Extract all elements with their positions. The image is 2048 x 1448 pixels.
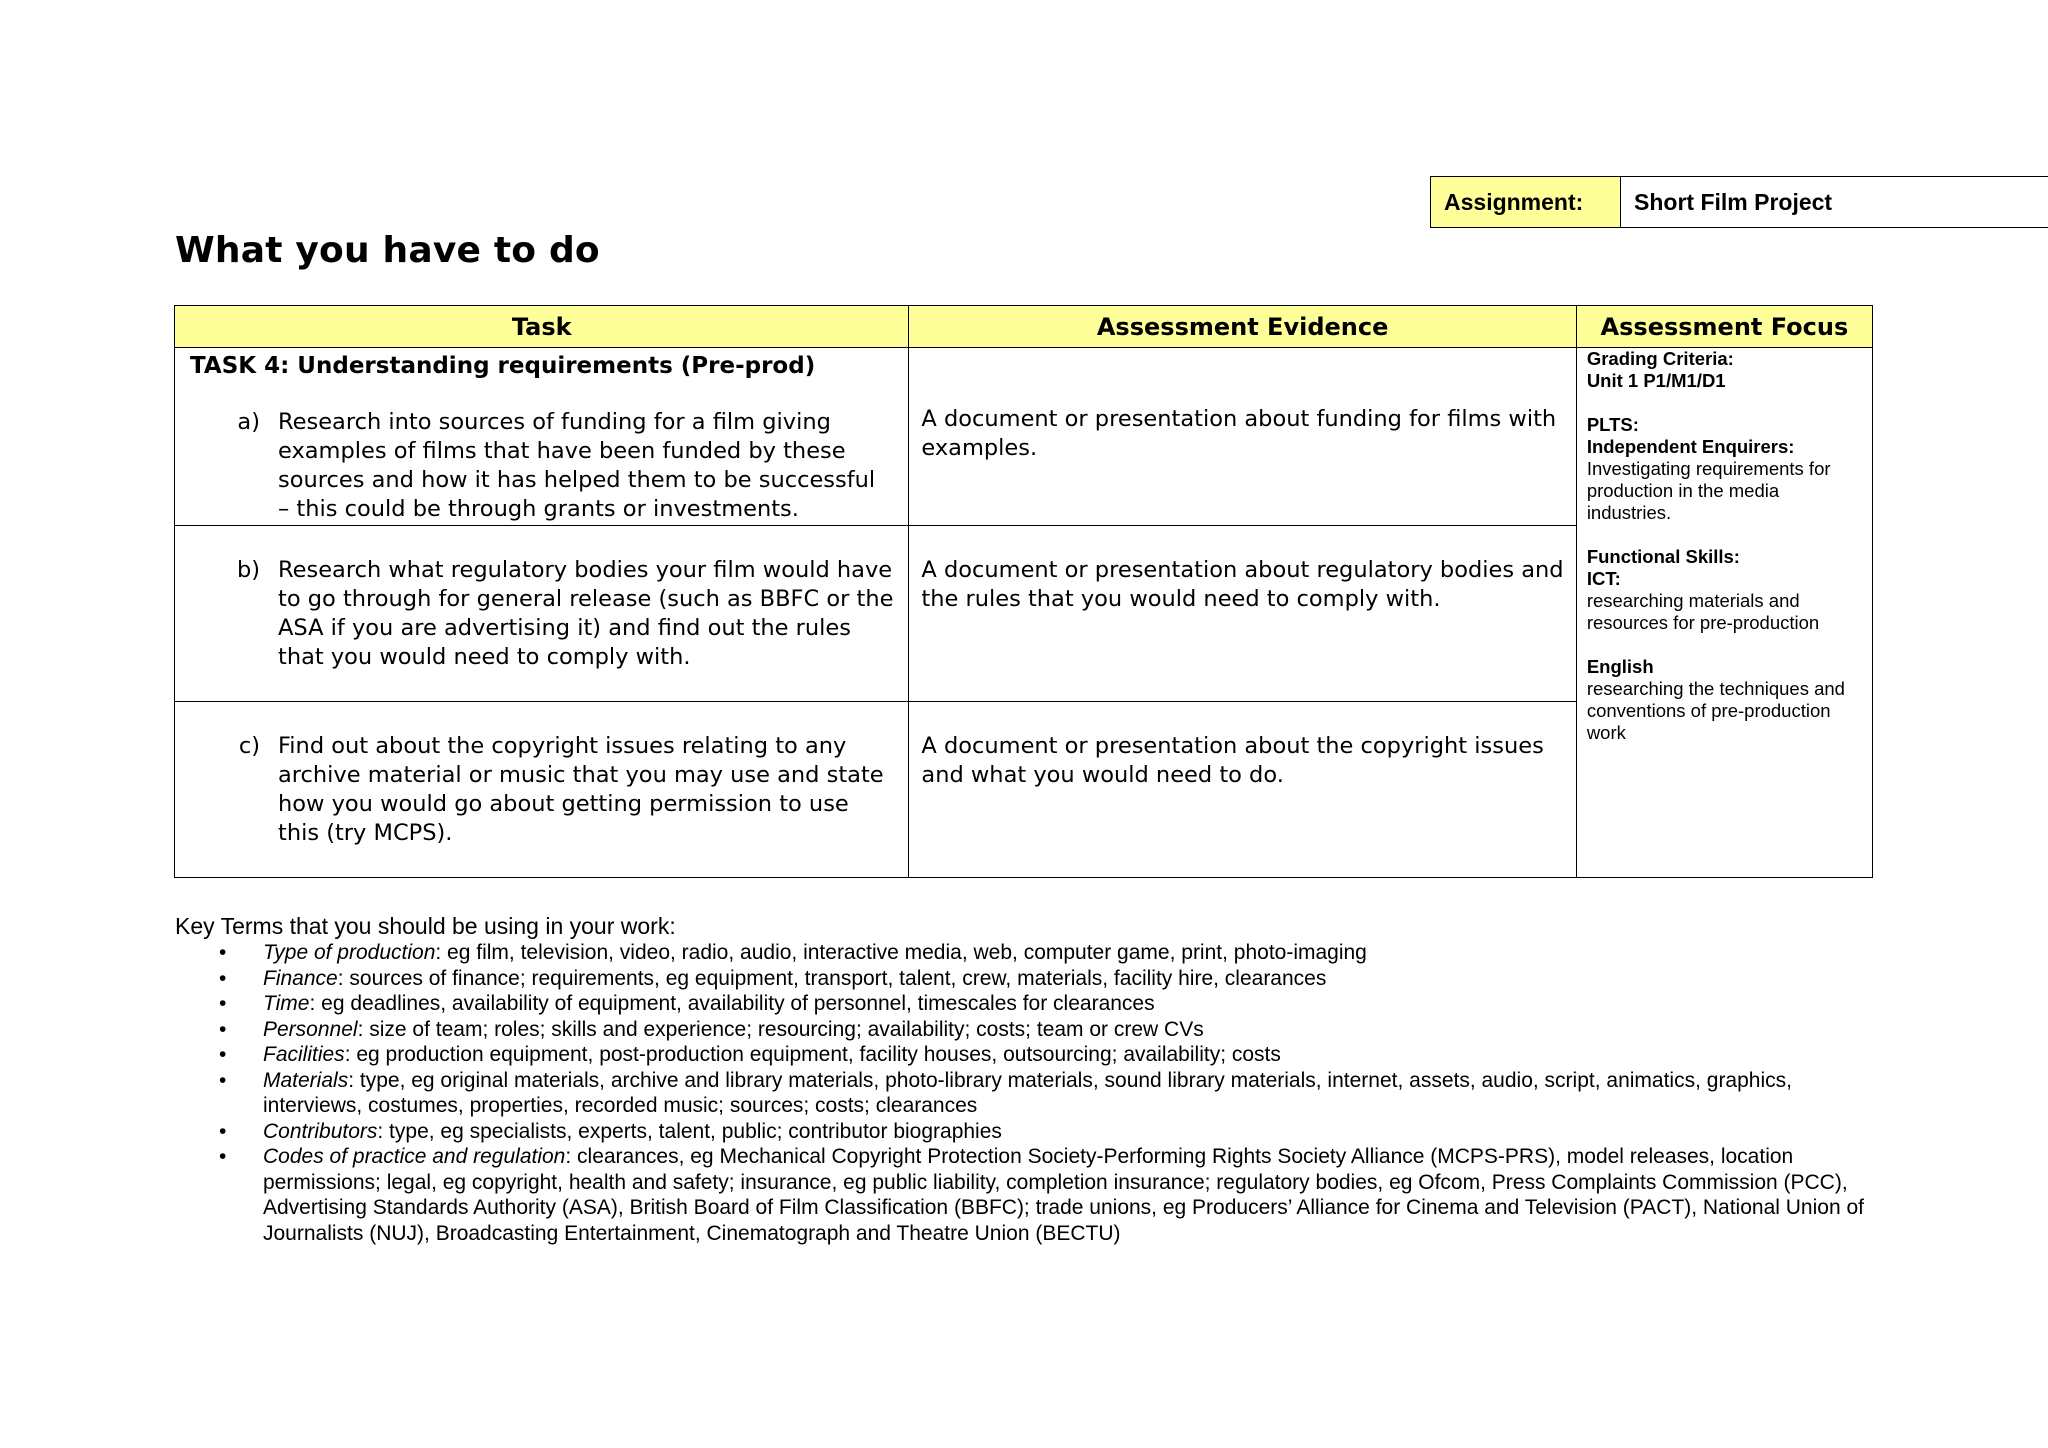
list-item [175, 1119, 1895, 1145]
task-text: Find out about the copyright issues relating to any archive material or music that you may use and state how you would go about getting permission to use this (try MCPS). [278, 733, 884, 846]
page-title: What you have to do [175, 230, 600, 271]
enquirers-text: Investigating requirements for production in the media industries. [1586, 458, 1831, 523]
task-cell [175, 348, 909, 526]
grading-label: Grading Criteria: [1586, 348, 1734, 369]
header-evidence: Assessment Evidence [909, 306, 1576, 348]
task-letter: c) [238, 733, 260, 759]
key-term-text: : eg film, television, video, radio, audio, interactive media, web, computer game, print, photo-imaging [435, 941, 1367, 964]
bullet-icon: • [219, 1145, 227, 1168]
task-cell [175, 702, 909, 878]
list-item [175, 1042, 1895, 1068]
enquirers-label: Independent Enquirers: [1586, 436, 1795, 457]
grading-value: Unit 1 P1/M1/D1 [1586, 370, 1726, 391]
bullet-icon: • [219, 941, 227, 964]
task-text: Research into sources of funding for a film giving examples of films that have been funded by these sources and how it has helped them to be successful – this could be through grants or investments. [278, 409, 876, 522]
header-focus: Assessment Focus [1576, 306, 1872, 348]
english-label: English [1586, 656, 1654, 677]
key-term: Personnel [263, 1017, 358, 1041]
key-term-text: : type, eg original materials, archive and library materials, photo-library materials, sound library materials, internet, assets, audio, script, animatics, graphics, interviews, costumes, properties, recorded music; sources; costs; clearances [263, 1068, 1792, 1117]
key-term: Finance [263, 966, 338, 990]
bullet-icon: • [219, 1068, 227, 1092]
task-letter: a) [237, 409, 260, 435]
task-item [176, 732, 907, 848]
list-item [175, 1144, 1895, 1246]
bullet-icon: • [219, 1017, 227, 1041]
task-letter: b) [236, 557, 260, 583]
assessment-focus-cell [1576, 348, 1872, 878]
ict-text: researching materials and resources for pre-production [1586, 590, 1820, 633]
plts-label: PLTS: [1586, 414, 1639, 435]
key-term: Type of production [263, 941, 436, 964]
task-item [176, 408, 907, 524]
key-terms-section [175, 912, 1895, 1246]
key-term-text: : eg production equipment, post-production equipment, facility houses, outsourcing; availability; costs [344, 1043, 1281, 1066]
header-task: Task [175, 306, 909, 348]
key-term-text: : size of team; roles; skills and experience; resourcing; availability; costs; team or crew CVs [357, 1017, 1204, 1041]
table-row [175, 348, 1873, 526]
key-term: Materials [263, 1068, 349, 1092]
list-item [175, 940, 1895, 966]
task-heading: TASK 4: Understanding requirements (Pre-prod) [190, 353, 816, 379]
assignment-value: Short Film Project [1634, 188, 1833, 215]
english-text: researching the techniques and conventions of pre-production work [1586, 678, 1845, 743]
bullet-icon: • [219, 966, 227, 990]
key-term: Facilities [263, 1043, 345, 1066]
bullet-icon: • [219, 1119, 227, 1143]
list-item [175, 966, 1895, 992]
functional-skills-label: Functional Skills: [1586, 546, 1740, 567]
task-text: Research what regulatory bodies your film would have to go through for general release (such as BBFC or the ASA if you are advertising it) and find out the rules that you would need to comply with. [278, 557, 894, 670]
key-term: Time [263, 992, 310, 1015]
evidence-cell: A document or presentation about regulatory bodies and the rules that you would need to comply with. [909, 526, 1576, 702]
evidence-cell: A document or presentation about the copyright issues and what you would need to do. [909, 702, 1576, 878]
bullet-icon: • [219, 1043, 227, 1066]
key-term-text: : eg deadlines, availability of equipment, availability of personnel, timescales for clearances [309, 992, 1155, 1015]
assignment-box [1430, 176, 2048, 228]
list-item [175, 1068, 1895, 1119]
key-term-text: : type, eg specialists, experts, talent, public; contributor biographies [377, 1119, 1002, 1143]
key-term: Contributors [263, 1119, 378, 1143]
task-item [176, 556, 907, 672]
assignment-label: Assignment: [1431, 177, 1621, 227]
key-term-text: : sources of finance; requirements, eg equipment, transport, talent, crew, materials, facility hire, clearances [337, 966, 1327, 990]
key-terms-list [175, 940, 1895, 1246]
list-item [175, 1017, 1895, 1043]
table-header-row [175, 306, 1873, 348]
evidence-cell: A document or presentation about funding for films with examples. [909, 348, 1576, 526]
task-cell [175, 526, 909, 702]
ict-label: ICT: [1586, 568, 1621, 589]
list-item [175, 991, 1895, 1017]
key-term-text: : clearances, eg Mechanical Copyright Protection Society-Performing Rights Society Alliance (MCPS-PRS), model releases, location permissions; legal, eg copyright, health and safety; insurance, eg public liability, completion insurance; regulatory bodies, eg Ofcom, Press Complaints Commission (PCC), Advertising Standards Authority (ASA), British Board of Film Classification (BBFC); trade unions, eg Producers’ Alliance for Cinema and Television (PACT), National Union of Journalists (NUJ), Broadcasting Entertainment, Cinematograph and Theatre Union (BECTU) [263, 1145, 1864, 1245]
key-term: Codes of practice and regulation [263, 1145, 566, 1168]
bullet-icon: • [219, 992, 227, 1015]
key-terms-title: Key Terms that you should be using in your work: [175, 913, 676, 939]
task-table [174, 305, 1873, 878]
